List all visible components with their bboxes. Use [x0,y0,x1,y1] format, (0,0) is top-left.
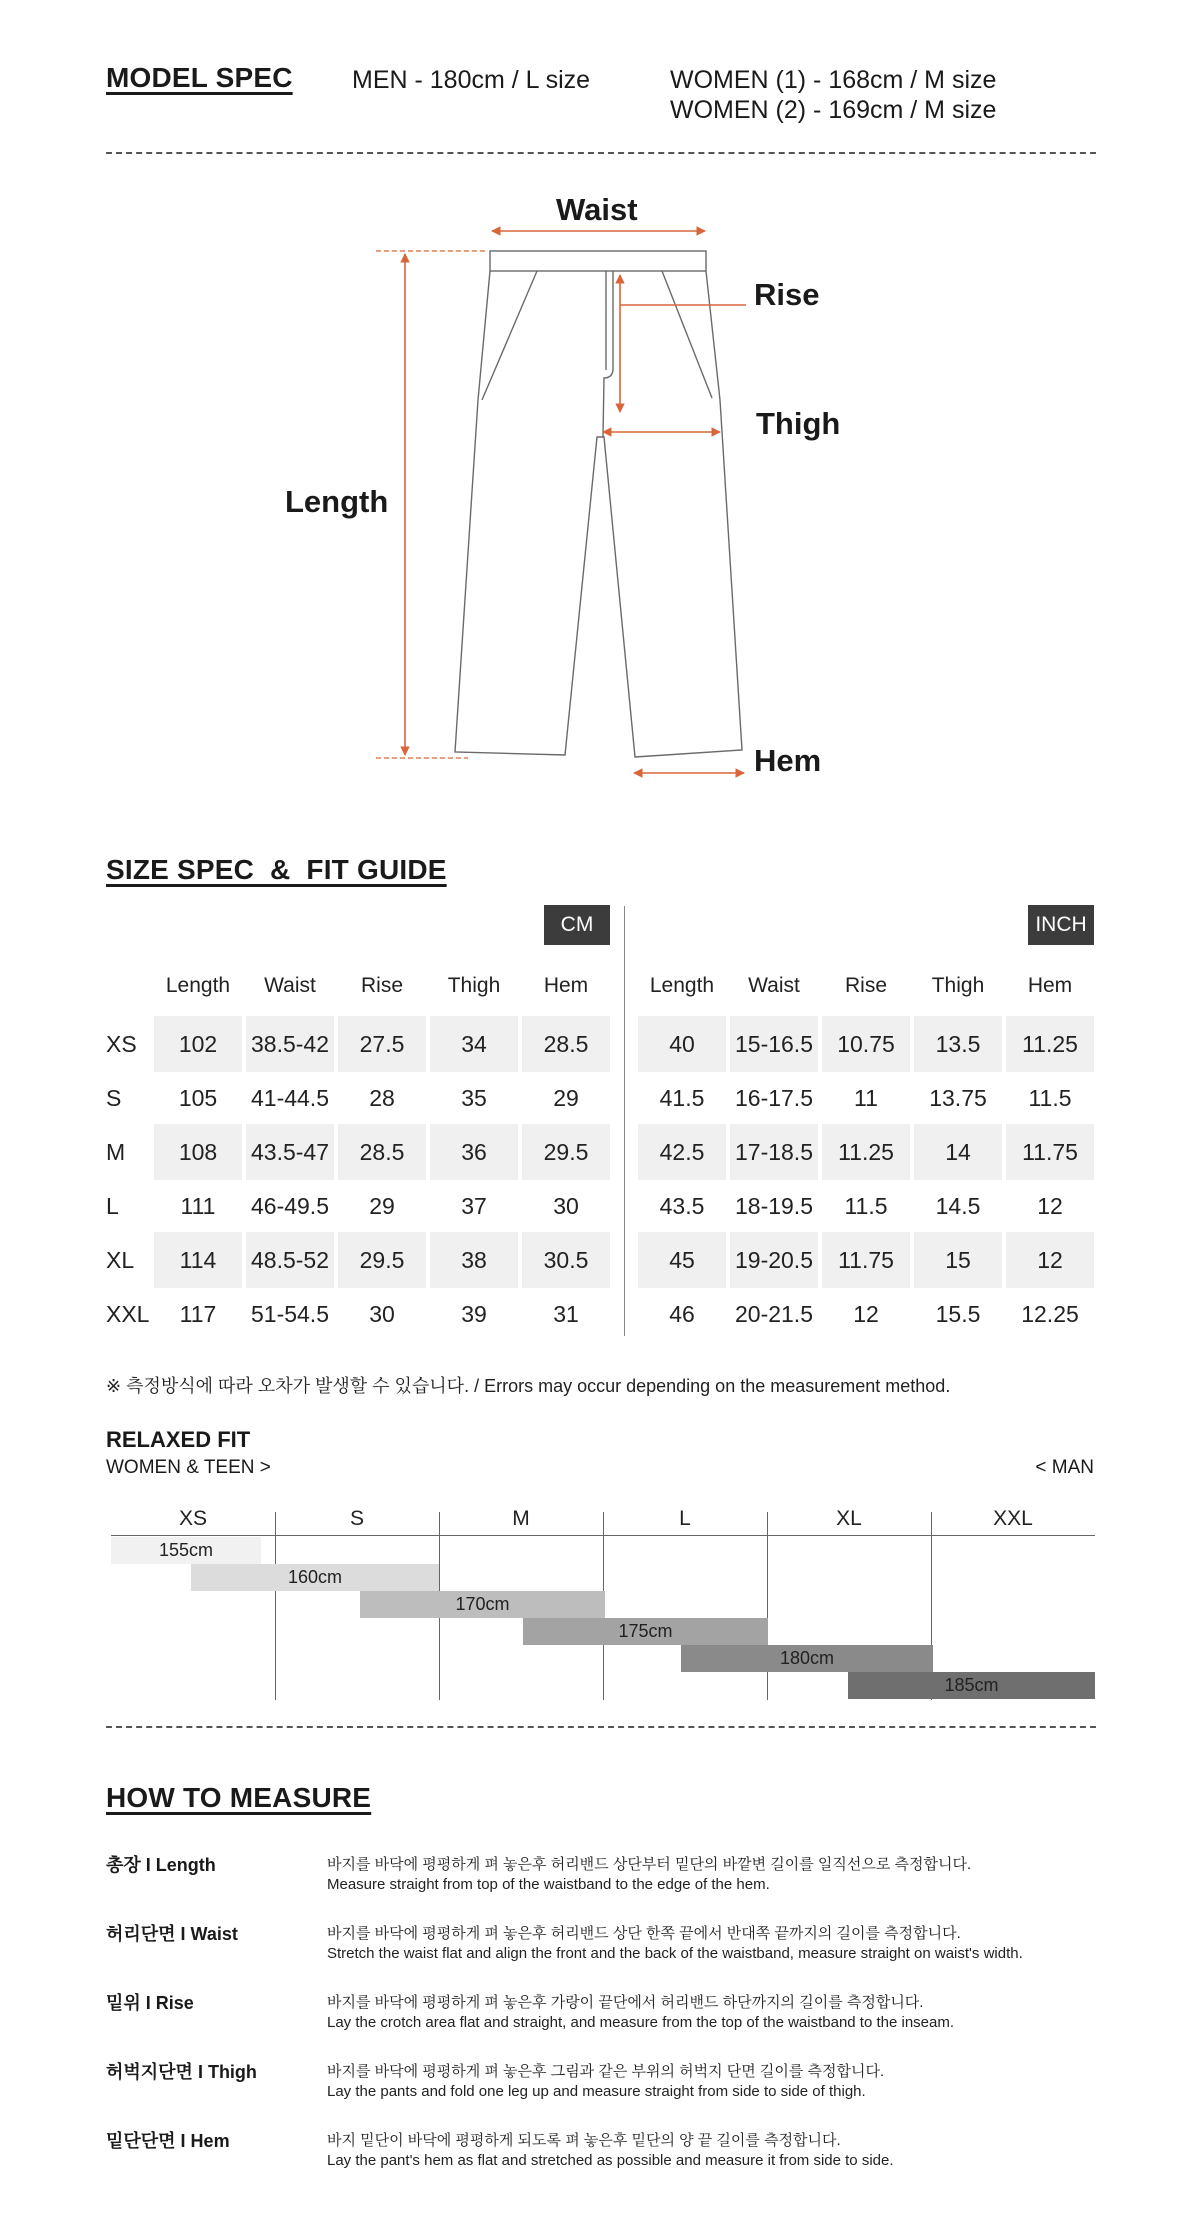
inch-column-header: Waist [748,974,800,997]
inch-value-cell: 19-20.5 [730,1232,818,1288]
cm-value-cell: 108 [154,1124,242,1180]
measure-term: 허벅지단면 I Thigh [106,2062,257,2082]
cm-value-cell: 31 [553,1301,579,1327]
measure-term: 총장 I Length [106,1855,216,1875]
model-spec-men: MEN - 180cm / L size [352,66,591,94]
measure-term: 허리단면 I Waist [106,1924,238,1944]
measure-description-en: Lay the pants and fold one leg up and measure straight from side to side of thigh. [327,2083,866,2100]
measure-description-ko: 바지를 바닥에 평평하게 펴 놓은후 그림과 같은 부위의 허벅지 단면 길이를 측정합니다. [327,2063,885,2080]
measure-description-ko: 바지 밑단이 바닥에 평평하게 되도록 펴 놓은후 밑단의 양 끝 길이를 측정합니다. [327,2132,841,2149]
cm-value-cell: 38 [430,1232,518,1288]
measure-description-ko: 바지를 바닥에 평평하게 펴 놓은후 가랑이 끝단에서 허리밴드 하단까지의 길이를 측정합니다. [327,1994,924,2011]
inch-value-cell: 11.25 [822,1124,910,1180]
cm-value-cell: 41-44.5 [250,1085,329,1111]
pants-measurement-diagram [0,160,1200,800]
waist-label: Waist [556,192,638,227]
measure-description-en: Stretch the waist flat and align the front and the back of the waistband, measure straight on waist's width. [327,1945,1023,1962]
measure-description-ko: 바지를 바닥에 평평하게 펴 놓은후 허리밴드 상단부터 밑단의 바깥변 길이를 일직선으로 측정합니다. [327,1856,972,1873]
cm-value-cell: 38.5-42 [246,1016,334,1072]
cm-value-cell: 111 [180,1193,216,1219]
rise-label: Rise [754,277,820,312]
measure-term: 밑단단면 I Hem [106,2131,230,2151]
inch-value-cell: 11.75 [1006,1124,1094,1180]
fit-height-bar: 170cm [360,1591,605,1618]
fit-size-label: S [349,1507,364,1530]
cm-value-cell: 28.5 [338,1124,426,1180]
inch-column-header: Hem [1027,974,1073,997]
cm-column-header: Hem [543,974,589,997]
inch-value-cell: 11 [854,1085,878,1111]
fit-size-label: M [512,1507,530,1530]
cm-value-cell: 36 [430,1124,518,1180]
cm-value-cell: 48.5-52 [246,1232,334,1288]
cm-value-cell: 114 [154,1232,242,1288]
inch-value-cell: 13.75 [929,1085,987,1111]
inch-value-cell: 12 [853,1301,879,1327]
cm-value-cell: 102 [154,1016,242,1072]
inch-value-cell: 42.5 [638,1124,726,1180]
inch-column-header: Thigh [931,974,985,997]
inch-value-cell: 45 [638,1232,726,1288]
fit-size-label: XS [178,1507,207,1530]
inch-value-cell: 20-21.5 [734,1301,813,1327]
fit-left-label: WOMEN & TEEN > [106,1457,271,1478]
inch-value-cell: 11.5 [1028,1085,1072,1111]
size-row-label: XL [106,1247,135,1273]
inch-value-cell: 46 [669,1301,695,1327]
unit-divider [624,906,625,1336]
cm-value-cell: 39 [461,1301,487,1327]
inch-value-cell: 11.5 [844,1193,888,1219]
inch-value-cell: 14 [914,1124,1002,1180]
fit-height-bar: 155cm [111,1537,261,1564]
fit-title: RELAXED FIT [106,1427,251,1452]
cm-value-cell: 29 [553,1085,579,1111]
cm-value-cell: 43.5-47 [246,1124,334,1180]
inch-column-header: Length [649,974,715,997]
cm-value-cell: 117 [179,1301,217,1327]
hem-label: Hem [754,743,822,778]
inch-value-cell: 12 [1006,1232,1094,1288]
inch-value-cell: 13.5 [914,1016,1002,1072]
cm-value-cell: 30.5 [522,1232,610,1288]
cm-value-cell: 29.5 [522,1124,610,1180]
model-spec-women-2: WOMEN (2) - 169cm / M size [670,96,997,124]
cm-column-header: Thigh [447,974,501,997]
size-spec-title: SIZE SPEC & FIT GUIDE [106,854,447,885]
thigh-label: Thigh [756,406,841,441]
fit-height-bar: 185cm [848,1672,1095,1699]
inch-value-cell: 43.5 [659,1193,705,1219]
size-row-label: S [106,1085,122,1111]
inch-value-cell: 12.25 [1021,1301,1079,1327]
measure-description-en: Lay the crotch area flat and straight, and measure from the top of the waistband to the inseam. [327,2014,955,2031]
divider [106,152,1096,154]
inch-value-cell: 40 [638,1016,726,1072]
cm-value-cell: 35 [461,1085,487,1111]
inch-value-cell: 15-16.5 [730,1016,818,1072]
cm-value-cell: 105 [178,1085,218,1111]
pants-outline [455,251,742,757]
measure-description-ko: 바지를 바닥에 평평하게 펴 놓은후 허리밴드 상단 한쪽 끝에서 반대쪽 끝까지의 길이를 측정합니다. [327,1925,961,1942]
inch-value-cell: 11.75 [822,1232,910,1288]
cm-value-cell: 28.5 [522,1016,610,1072]
cm-value-cell: 37 [461,1193,487,1219]
cm-value-cell: 30 [553,1193,579,1219]
fit-right-label: < MAN [1035,1457,1094,1478]
inch-unit-badge: INCH [1028,905,1094,945]
divider [106,1726,1096,1728]
cm-value-cell: 34 [430,1016,518,1072]
inch-value-cell: 17-18.5 [730,1124,818,1180]
fit-column-divider [275,1512,276,1700]
inch-value-cell: 14.5 [935,1193,981,1219]
measure-description-en: Measure straight from top of the waistband to the edge of the hem. [327,1876,770,1893]
cm-column-header: Length [165,974,231,997]
length-label: Length [285,484,389,519]
model-spec-title: MODEL SPEC [106,62,293,93]
cm-value-cell: 29.5 [338,1232,426,1288]
measurement-note: ※ 측정방식에 따라 오차가 발생할 수 있습니다. / Errors may occur depending on the measurement method. [106,1376,951,1396]
fit-height-bar: 180cm [681,1645,933,1672]
fit-height-bar: 175cm [523,1618,768,1645]
inch-value-cell: 12 [1037,1193,1063,1219]
cm-column-header: Waist [264,974,316,997]
inch-value-cell: 18-19.5 [734,1193,813,1219]
cm-column-header: Rise [360,974,403,997]
cm-value-cell: 46-49.5 [250,1193,329,1219]
how-to-measure-title: HOW TO MEASURE [106,1782,372,1813]
inch-value-cell: 10.75 [822,1016,910,1072]
cm-unit-badge: CM [544,905,610,945]
inch-value-cell: 16-17.5 [734,1085,813,1111]
fit-size-label: XL [836,1507,862,1530]
inch-value-cell: 11.25 [1006,1016,1094,1072]
cm-value-cell: 51-54.5 [250,1301,329,1327]
size-row-label: XXL [106,1301,150,1327]
inch-value-cell: 15 [914,1232,1002,1288]
cm-value-cell: 28 [369,1085,395,1111]
cm-value-cell: 30 [369,1301,395,1327]
cm-value-cell: 29 [369,1193,395,1219]
fit-height-bar: 160cm [191,1564,439,1591]
inch-value-cell: 41.5 [659,1085,705,1111]
size-row-label: L [106,1193,119,1219]
size-row-label: M [106,1139,126,1165]
inch-value-cell: 15.5 [935,1301,981,1327]
fit-size-label: L [679,1507,691,1530]
model-spec-women-1: WOMEN (1) - 168cm / M size [670,66,997,94]
cm-value-cell: 27.5 [338,1016,426,1072]
size-row-label: XS [106,1031,137,1057]
fit-size-label: XXL [993,1507,1033,1530]
measure-term: 밑위 I Rise [106,1993,194,2013]
measure-description-en: Lay the pant's hem as flat and stretched as possible and measure it from side to side. [327,2152,894,2169]
inch-column-header: Rise [844,974,887,997]
